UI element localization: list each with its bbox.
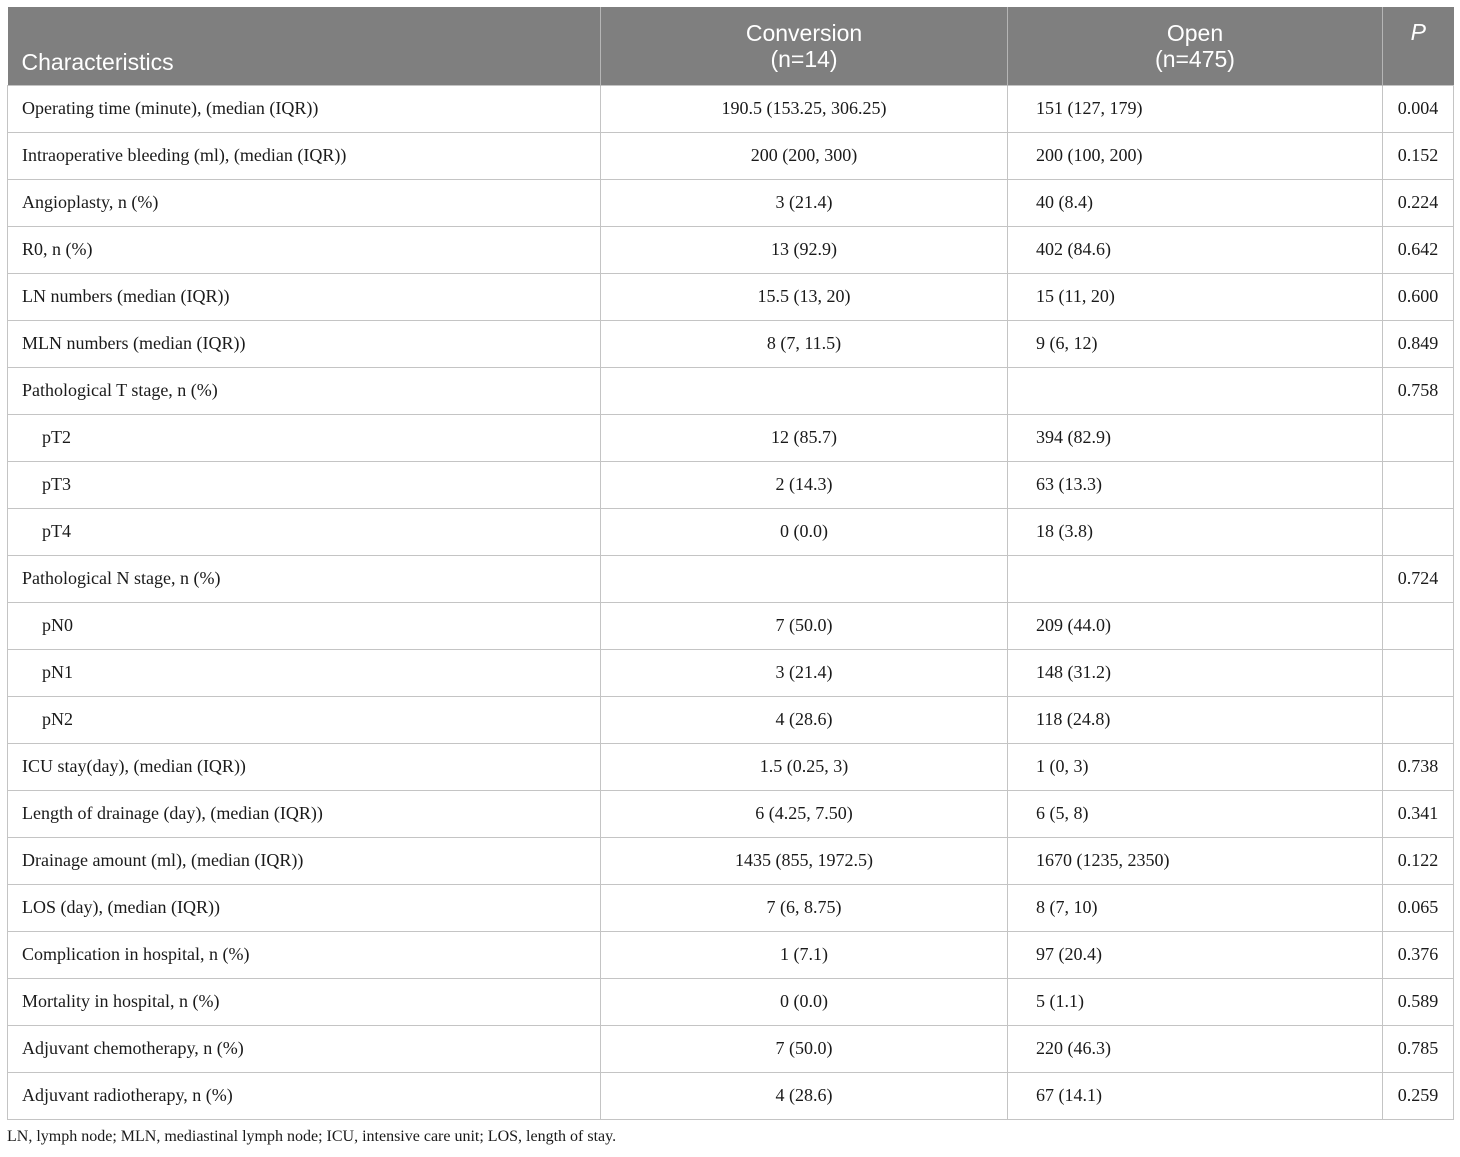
header-conversion-title: Conversion: [745, 19, 863, 46]
table-header: [8, 7, 1454, 85]
table-row: [8, 461, 1454, 508]
table-row: [8, 320, 1454, 367]
p-value: [1383, 461, 1454, 508]
table-row: [8, 555, 1454, 602]
open-value: 15 (11, 20): [1008, 273, 1383, 320]
table-row: [8, 743, 1454, 790]
conversion-value: 8 (7, 11.5): [601, 320, 1008, 367]
row-label: MLN numbers (median (IQR)): [8, 320, 601, 367]
row-label: Adjuvant chemotherapy, n (%): [8, 1025, 601, 1072]
row-label: pN2: [8, 696, 601, 743]
row-label: Pathological N stage, n (%): [8, 555, 601, 602]
open-value: 118 (24.8): [1008, 696, 1383, 743]
row-label: Pathological T stage, n (%): [8, 367, 601, 414]
p-value: 0.642: [1383, 226, 1454, 273]
header-conversion-count: (n=14): [770, 45, 838, 72]
open-value: [1008, 555, 1383, 602]
row-label: pT4: [8, 508, 601, 555]
table-row: [8, 837, 1454, 884]
open-value: [1008, 367, 1383, 414]
p-value: 0.738: [1383, 743, 1454, 790]
p-value: [1383, 414, 1454, 461]
table-row: [8, 790, 1454, 837]
header-row: [8, 7, 1454, 85]
p-value: 0.152: [1383, 132, 1454, 179]
open-value: 6 (5, 8): [1008, 790, 1383, 837]
open-value: 394 (82.9): [1008, 414, 1383, 461]
conversion-value: 7 (50.0): [601, 602, 1008, 649]
table-row: [8, 1025, 1454, 1072]
row-label: pN0: [8, 602, 601, 649]
open-value: 97 (20.4): [1008, 931, 1383, 978]
row-label: Complication in hospital, n (%): [8, 931, 601, 978]
conversion-value: 190.5 (153.25, 306.25): [601, 85, 1008, 132]
conversion-value: 0 (0.0): [601, 978, 1008, 1025]
row-label: LN numbers (median (IQR)): [8, 273, 601, 320]
p-value: 0.600: [1383, 273, 1454, 320]
row-label: R0, n (%): [8, 226, 601, 273]
conversion-value: [601, 367, 1008, 414]
open-value: 1 (0, 3): [1008, 743, 1383, 790]
p-value: 0.589: [1383, 978, 1454, 1025]
conversion-value: 13 (92.9): [601, 226, 1008, 273]
row-label: LOS (day), (median (IQR)): [8, 884, 601, 931]
conversion-value: 4 (28.6): [601, 1072, 1008, 1119]
table-row: [8, 508, 1454, 555]
header-characteristics: Characteristics: [21, 48, 174, 75]
open-value: 1670 (1235, 2350): [1008, 837, 1383, 884]
row-label: pT3: [8, 461, 601, 508]
p-value: [1383, 696, 1454, 743]
conversion-value: 200 (200, 300): [601, 132, 1008, 179]
row-label: Intraoperative bleeding (ml), (median (IQR)): [8, 132, 601, 179]
open-value: 63 (13.3): [1008, 461, 1383, 508]
conversion-value: 1.5 (0.25, 3): [601, 743, 1008, 790]
results-table: [7, 7, 1454, 1120]
table-row: [8, 226, 1454, 273]
open-value: 209 (44.0): [1008, 602, 1383, 649]
p-value: 0.259: [1383, 1072, 1454, 1119]
conversion-value: 7 (6, 8.75): [601, 884, 1008, 931]
p-value: 0.065: [1383, 884, 1454, 931]
table-row: [8, 978, 1454, 1025]
row-label: Operating time (minute), (median (IQR)): [8, 85, 601, 132]
p-value: [1383, 602, 1454, 649]
table-row: [8, 367, 1454, 414]
conversion-value: 3 (21.4): [601, 179, 1008, 226]
p-value: [1383, 649, 1454, 696]
header-conversion: [601, 7, 1008, 85]
row-label: pT2: [8, 414, 601, 461]
row-label: Angioplasty, n (%): [8, 179, 601, 226]
p-value: 0.376: [1383, 931, 1454, 978]
open-value: 5 (1.1): [1008, 978, 1383, 1025]
conversion-value: 1435 (855, 1972.5): [601, 837, 1008, 884]
p-value: 0.122: [1383, 837, 1454, 884]
header-open: [1008, 7, 1383, 85]
conversion-value: 0 (0.0): [601, 508, 1008, 555]
header-open-count: (n=475): [1155, 45, 1235, 72]
table-footnote: LN, lymph node; MLN, mediastinal lymph node; ICU, intensive care unit; LOS, length of stay.: [7, 1128, 617, 1145]
p-value: 0.724: [1383, 555, 1454, 602]
conversion-value: 2 (14.3): [601, 461, 1008, 508]
open-value: 9 (6, 12): [1008, 320, 1383, 367]
conversion-value: [601, 555, 1008, 602]
table-row: [8, 179, 1454, 226]
table-row: [8, 414, 1454, 461]
conversion-value: 3 (21.4): [601, 649, 1008, 696]
open-value: 40 (8.4): [1008, 179, 1383, 226]
row-label: ICU stay(day), (median (IQR)): [8, 743, 601, 790]
table-row: [8, 884, 1454, 931]
row-label: Adjuvant radiotherapy, n (%): [8, 1072, 601, 1119]
conversion-value: 7 (50.0): [601, 1025, 1008, 1072]
conversion-value: 12 (85.7): [601, 414, 1008, 461]
table-row: [8, 1072, 1454, 1119]
p-value: 0.758: [1383, 367, 1454, 414]
header-p-value: P: [1383, 7, 1454, 85]
table-row: [8, 273, 1454, 320]
p-value: 0.785: [1383, 1025, 1454, 1072]
table-body: [8, 85, 1454, 1119]
row-label: pN1: [8, 649, 601, 696]
open-value: 200 (100, 200): [1008, 132, 1383, 179]
results-table-container: [7, 7, 1453, 1120]
open-value: 18 (3.8): [1008, 508, 1383, 555]
p-value: 0.341: [1383, 790, 1454, 837]
p-value: 0.004: [1383, 85, 1454, 132]
table-row: [8, 85, 1454, 132]
open-value: 67 (14.1): [1008, 1072, 1383, 1119]
open-value: 148 (31.2): [1008, 649, 1383, 696]
row-label: Length of drainage (day), (median (IQR)): [8, 790, 601, 837]
open-value: 151 (127, 179): [1008, 85, 1383, 132]
open-value: 402 (84.6): [1008, 226, 1383, 273]
p-value: 0.849: [1383, 320, 1454, 367]
open-value: 220 (46.3): [1008, 1025, 1383, 1072]
conversion-value: 15.5 (13, 20): [601, 273, 1008, 320]
row-label: Mortality in hospital, n (%): [8, 978, 601, 1025]
p-value: 0.224: [1383, 179, 1454, 226]
table-row: [8, 931, 1454, 978]
row-label: Drainage amount (ml), (median (IQR)): [8, 837, 601, 884]
conversion-value: 4 (28.6): [601, 696, 1008, 743]
table-row: [8, 696, 1454, 743]
open-value: 8 (7, 10): [1008, 884, 1383, 931]
table-row: [8, 649, 1454, 696]
conversion-value: 6 (4.25, 7.50): [601, 790, 1008, 837]
p-value: [1383, 508, 1454, 555]
table-row: [8, 132, 1454, 179]
table-row: [8, 602, 1454, 649]
conversion-value: 1 (7.1): [601, 931, 1008, 978]
header-open-title: Open: [1166, 19, 1224, 46]
